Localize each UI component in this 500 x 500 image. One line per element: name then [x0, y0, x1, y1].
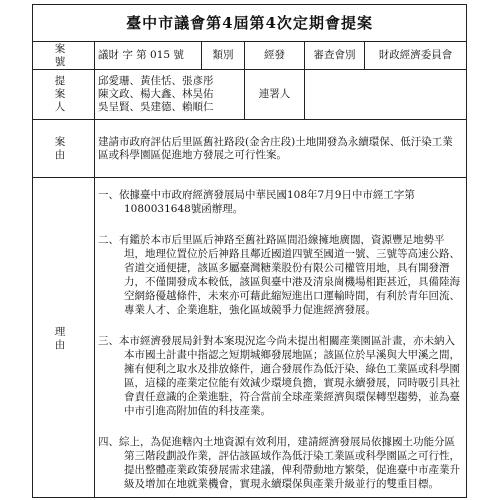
page-title: 臺中市議會第4屆第4次定期會提案 [33, 5, 467, 42]
proposer-line: 邱愛珊、黃佳恬、張彥彤 [98, 75, 214, 87]
committee-value: 財政經濟委員會 [365, 42, 467, 70]
category-label: 類別 [202, 42, 245, 70]
proposal-form [32, 4, 467, 498]
reason-label: 案 由 [33, 120, 95, 178]
cosigner-label: 連署人 [245, 70, 305, 120]
proposer-line: 吳呈賢、吳建德、賴順仁 [98, 101, 214, 113]
rationale-paragraph: 二、有鑑於本市后里區后神路至舊社路區間沿線擁地廣闊，資源豐足地勢平坦，地理位置位於后神路且鄰近國道四號至國道一號、三號等高速公路、省道交通便捷，該區多屬臺灣糖業股份有限公司權管用地，具有開發潛力，不僅開發成本較低，該區與臺中港及清泉崗機場相距甚近，具備陸海空網絡優越條件，未來亦可藉此縮短進出口運輸時間，有利於青年回流、專業人才、企業進駐，強化區域競爭力促進經濟發展。 [98, 233, 460, 316]
category-value: 經發 [245, 42, 305, 70]
rationale-paragraph: 四、綜上，為促進轄內土地資源有效利用，建請經濟發展局依據國土功能分區第三階段劃設作業，評估該區域作為低汙染工業區或科學園區之可行性，提出整體產業政策發展需求建議，俾利帶動地方繁榮，促進臺中市產業升級及增加在地就業機會，實現永續環保與產業升級並行的雙重目標。 [98, 435, 460, 490]
cosigner-value [305, 70, 467, 120]
case-number-label: 案 號 [33, 42, 95, 70]
rationale-label: 理 由 [33, 178, 95, 498]
committee-label: 審查會別 [305, 42, 365, 70]
rationale-paragraph: 一、依據臺中市政府經濟發展局中華民國108年7月9日中市經工字第1080031648號函辦理。 [98, 188, 415, 215]
reason-text: 建請市政府評估后里區舊社路段(金舍庄段)土地開發為永續環保、低汙染工業區或科學園區促進地方發展之可行性案。 [95, 120, 467, 178]
case-number-value: 議財 字 第 015 號 [95, 42, 202, 70]
rationale-body [95, 178, 467, 498]
proposer-names [95, 70, 245, 120]
proposer-line: 陳文政、楊大鑫、林昊佑 [98, 88, 214, 100]
rationale-paragraph: 三、本市經濟發展局針對本案現況迄今尚未提出相關產業園區計畫，亦未納入本市國土計畫中指認之短期城鄉發展地區；該區位於早溪與大甲溪之間，擁有便利之取水及排放條件，適合發展作為低汙染、綠色工業區或科學園區，這樣的產業定位能有效減少環境負擔，實現永續發展，同時吸引具社會責任意識的企業進駐，符合當前全球產業經濟與環保轉型趨勢，並為臺中市引進高附加值的科技產業。 [98, 334, 460, 417]
proposer-label: 提 案 人 [33, 70, 95, 120]
